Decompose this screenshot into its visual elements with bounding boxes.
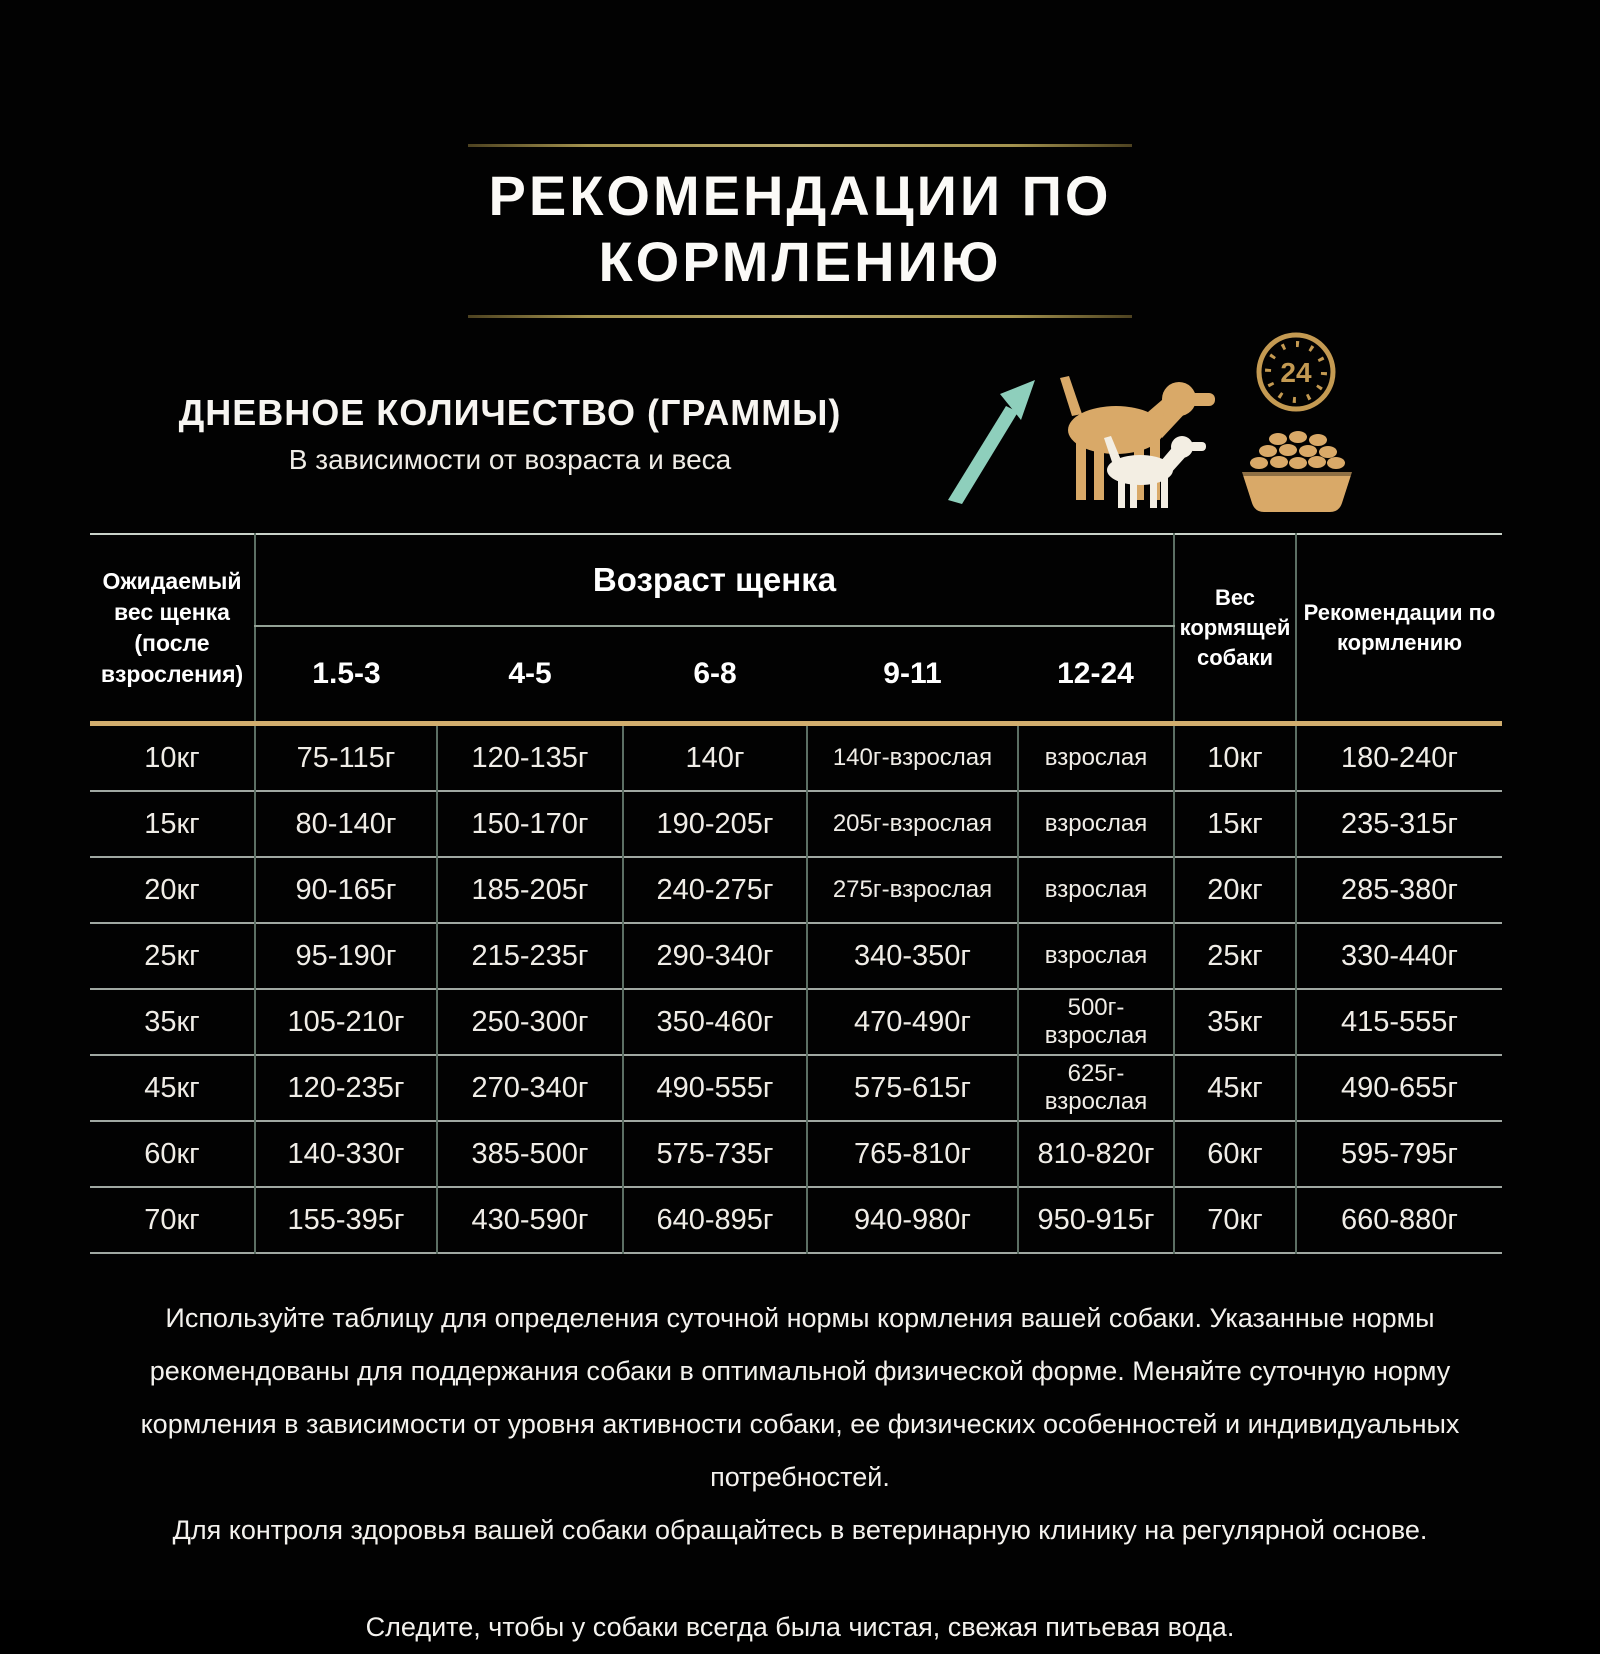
cell-age-1-5-3: 80-140г bbox=[255, 791, 437, 857]
cell-nursing-weight: 45кг bbox=[1174, 1055, 1296, 1121]
cell-nursing-weight: 15кг bbox=[1174, 791, 1296, 857]
footer-note-usage: Используйте таблицу для определения суточной нормы кормления вашей собаки. Указанные нормы рекомендованы для поддержания собаки в оптимальной физической форме. Меняйте суточную норму кормления в зависимости от уровня активности собаки, ее физических особенностей и индивидуальных потребностей. bbox=[140, 1303, 1460, 1492]
cell-age-6-8: 640-895г bbox=[623, 1187, 807, 1253]
table-row bbox=[90, 857, 1502, 923]
table-row bbox=[90, 1055, 1502, 1121]
daily-amount-section bbox=[90, 392, 930, 476]
daily-amount-heading: ДНЕВНОЕ КОЛИЧЕСТВО (ГРАММЫ) bbox=[178, 392, 842, 433]
cell-age-4-5: 270-340г bbox=[437, 1055, 623, 1121]
table-row bbox=[90, 989, 1502, 1055]
footer-note-water: Следите, чтобы у собаки всегда была чистая, свежая питьевая вода. bbox=[365, 1612, 1235, 1642]
daily-amount-subheading: В зависимости от возраста и веса bbox=[288, 444, 732, 475]
cell-expected-weight: 70кг bbox=[90, 1187, 255, 1253]
cell-age-12-24: 810-820г bbox=[1018, 1121, 1174, 1187]
cell-age-1-5-3: 75-115г bbox=[255, 724, 437, 792]
cell-age-6-8: 575-735г bbox=[623, 1121, 807, 1187]
cell-age-4-5: 185-205г bbox=[437, 857, 623, 923]
cell-age-9-11: 940-980г bbox=[807, 1187, 1018, 1253]
cell-expected-weight: 15кг bbox=[90, 791, 255, 857]
title-block bbox=[0, 144, 1600, 318]
page-title-line2: КОРМЛЕНИЮ bbox=[598, 230, 1002, 293]
cell-age-4-5: 385-500г bbox=[437, 1121, 623, 1187]
page-title bbox=[0, 147, 1600, 315]
cell-age-12-24: 950-915г bbox=[1018, 1187, 1174, 1253]
col-header-nursing-dog-weight: Вес кормящей собаки bbox=[1174, 534, 1296, 724]
cell-nursing-weight: 60кг bbox=[1174, 1121, 1296, 1187]
cell-recommendation: 660-880г bbox=[1296, 1187, 1502, 1253]
cell-age-6-8: 350-460г bbox=[623, 989, 807, 1055]
growth-arrow-icon bbox=[938, 372, 1038, 512]
cell-age-12-24: взрослая bbox=[1018, 857, 1174, 923]
cell-age-9-11: 575-615г bbox=[807, 1055, 1018, 1121]
footer-note-vet: Для контроля здоровья вашей собаки обращайтесь в ветеринарную клинику на регулярной основе. bbox=[172, 1515, 1428, 1545]
table-header-row-1 bbox=[90, 534, 1502, 626]
feeding-table bbox=[90, 533, 1502, 1254]
cell-age-1-5-3: 90-165г bbox=[255, 857, 437, 923]
cell-nursing-weight: 35кг bbox=[1174, 989, 1296, 1055]
cell-age-9-11: 340-350г bbox=[807, 923, 1018, 989]
gold-divider-bottom bbox=[468, 315, 1132, 318]
cell-expected-weight: 25кг bbox=[90, 923, 255, 989]
cell-expected-weight: 20кг bbox=[90, 857, 255, 923]
cell-recommendation: 595-795г bbox=[1296, 1121, 1502, 1187]
cell-age-12-24: взрослая bbox=[1018, 724, 1174, 792]
cell-age-1-5-3: 140-330г bbox=[255, 1121, 437, 1187]
col-header-age-1-5-3: 1.5-3 bbox=[255, 626, 437, 724]
col-header-age-6-8: 6-8 bbox=[623, 626, 807, 724]
cell-nursing-weight: 20кг bbox=[1174, 857, 1296, 923]
cell-recommendation: 490-655г bbox=[1296, 1055, 1502, 1121]
cell-recommendation: 415-555г bbox=[1296, 989, 1502, 1055]
cell-age-6-8: 240-275г bbox=[623, 857, 807, 923]
cell-expected-weight: 35кг bbox=[90, 989, 255, 1055]
cell-age-4-5: 250-300г bbox=[437, 989, 623, 1055]
cell-age-6-8: 490-555г bbox=[623, 1055, 807, 1121]
cell-age-9-11: 140г-взрослая bbox=[807, 724, 1018, 792]
table-row bbox=[90, 724, 1502, 792]
dogs-icon bbox=[1040, 368, 1220, 515]
cell-age-1-5-3: 155-395г bbox=[255, 1187, 437, 1253]
cell-expected-weight: 45кг bbox=[90, 1055, 255, 1121]
cell-recommendation: 235-315г bbox=[1296, 791, 1502, 857]
cell-age-1-5-3: 105-210г bbox=[255, 989, 437, 1055]
cell-age-9-11: 205г-взрослая bbox=[807, 791, 1018, 857]
cell-nursing-weight: 10кг bbox=[1174, 724, 1296, 792]
clock-24-label: 24 bbox=[1280, 357, 1312, 388]
col-header-age-9-11: 9-11 bbox=[807, 626, 1018, 724]
cell-expected-weight: 60кг bbox=[90, 1121, 255, 1187]
cell-age-9-11: 275г-взрослая bbox=[807, 857, 1018, 923]
clock-24-icon bbox=[1252, 328, 1340, 421]
cell-age-12-24: взрослая bbox=[1018, 791, 1174, 857]
col-header-age-12-24: 12-24 bbox=[1018, 626, 1174, 724]
col-header-age-4-5: 4-5 bbox=[437, 626, 623, 724]
cell-recommendation: 180-240г bbox=[1296, 724, 1502, 792]
cell-age-12-24: взрослая bbox=[1018, 923, 1174, 989]
col-header-feeding-recommendations: Рекомендации по кормлению bbox=[1296, 534, 1502, 724]
cell-age-9-11: 765-810г bbox=[807, 1121, 1018, 1187]
table-row bbox=[90, 1187, 1502, 1253]
cell-age-6-8: 290-340г bbox=[623, 923, 807, 989]
footer-notes bbox=[85, 1292, 1515, 1654]
col-header-puppy-age: Возраст щенка bbox=[255, 534, 1174, 626]
cell-age-1-5-3: 95-190г bbox=[255, 923, 437, 989]
cell-expected-weight: 10кг bbox=[144, 741, 200, 774]
cell-age-6-8: 190-205г bbox=[623, 791, 807, 857]
table-row bbox=[90, 1121, 1502, 1187]
cell-age-12-24: 625г-взрослая bbox=[1018, 1055, 1174, 1121]
cell-age-4-5: 430-590г bbox=[437, 1187, 623, 1253]
page-title-line1: РЕКОМЕНДАЦИИ ПО bbox=[488, 164, 1112, 227]
cell-nursing-weight: 70кг bbox=[1174, 1187, 1296, 1253]
cell-recommendation: 285-380г bbox=[1296, 857, 1502, 923]
cell-nursing-weight: 25кг bbox=[1174, 923, 1296, 989]
table-row bbox=[90, 791, 1502, 857]
cell-age-4-5: 215-235г bbox=[437, 923, 623, 989]
cell-age-12-24: 500г-взрослая bbox=[1018, 989, 1174, 1055]
cell-age-1-5-3: 120-235г bbox=[255, 1055, 437, 1121]
table-row bbox=[90, 923, 1502, 989]
cell-age-4-5: 150-170г bbox=[437, 791, 623, 857]
cell-age-4-5: 120-135г bbox=[437, 724, 623, 792]
food-bowl-icon bbox=[1238, 428, 1356, 519]
cell-age-9-11: 470-490г bbox=[807, 989, 1018, 1055]
col-header-expected-weight: Ожидаемый вес щенка (после взросления) bbox=[90, 534, 255, 724]
cell-age-6-8: 140г bbox=[623, 724, 807, 792]
cell-recommendation: 330-440г bbox=[1296, 923, 1502, 989]
